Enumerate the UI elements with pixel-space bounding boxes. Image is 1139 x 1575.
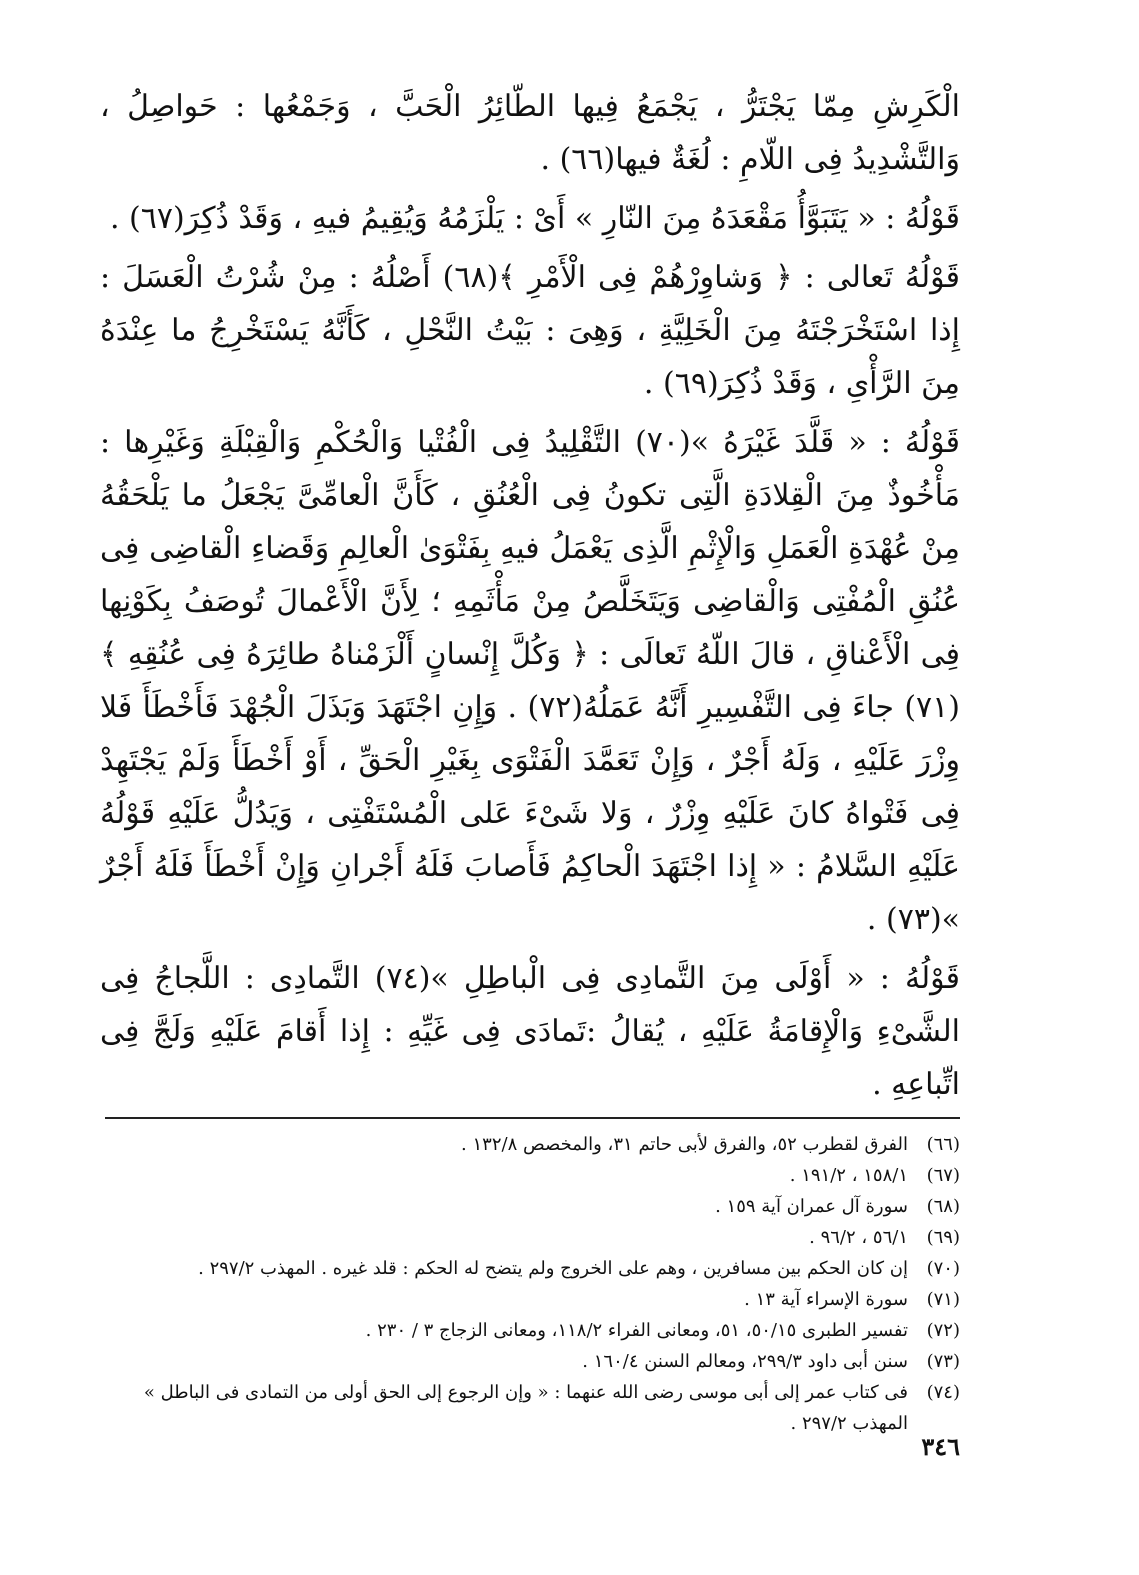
footnote-item (100, 1284, 960, 1315)
paragraph-5: قَوْلُهُ : « أَوْلَى مِنَ التَّمادِى فِى الْباطِلِ »(٧٤) التَّمادِى : اللَّجاجُ فِى الشَّىْءِ وَالْإِقامَةُ عَلَيْهِ ، يُقالُ :تَمادَى فِى غَيِّهِ : إِذا أَقامَ عَلَيْهِ وَلَجَّ فِى اتِّباعِهِ . (100, 961, 961, 1102)
footnote-item (100, 1129, 960, 1160)
footnote-number: (٧٤) (926, 1382, 960, 1403)
footnote-text: الفرق لقطرب ٥٢، والفرق لأبى حاتم ٣١، والمخصص ١٣٢/٨ . (461, 1134, 908, 1155)
footnote-text: ١٥٨/١ ، ١٩١/٢ . (789, 1165, 908, 1186)
footnote-number: (٧١) (926, 1289, 960, 1310)
footnote-number: (٧٣) (926, 1351, 960, 1372)
footnote-item (100, 1315, 960, 1346)
footnote-divider (105, 1117, 960, 1119)
footnote-number: (٧٢) (926, 1320, 960, 1341)
footnote-number: (٦٩) (926, 1227, 960, 1248)
footnotes (100, 1129, 960, 1439)
footnote-text: ٥٦/١ ، ٩٦/٢ . (809, 1227, 908, 1248)
footnote-number: (٦٨) (926, 1196, 960, 1217)
footnote-text: فى كتاب عمر إلى أبى موسى رضى الله عنهما : « وإن الرجوع إلى الحق أولى من التمادى فى الباطل » المهذب ٢٩٧/٢ . (143, 1382, 908, 1434)
page-body (100, 80, 960, 1439)
footnote-item (100, 1222, 960, 1253)
footnote-text: سورة الإسراء آية ١٣ . (744, 1289, 908, 1310)
footnote-number: (٧٠) (926, 1258, 960, 1279)
footnote-item (100, 1377, 960, 1439)
page-number: ٣٤٦ (921, 1432, 960, 1461)
footnote-item (100, 1191, 960, 1222)
footnote-item (100, 1160, 960, 1191)
footnote-item (100, 1253, 960, 1284)
footnote-text: تفسير الطبرى ٥٠/١٥، ٥١، ومعانى الفراء ١١٨/٢، ومعانى الزجاج ٣ / ٢٣٠ . (365, 1320, 908, 1341)
footnote-number: (٦٦) (926, 1134, 960, 1155)
footnote-text: سنن أبى داود ٢٩٩/٣، ومعالم السنن ١٦٠/٤ . (582, 1351, 908, 1372)
paragraph-2: قَوْلُهُ : « يَتَبَوَّأُ مَقْعَدَهُ مِنَ النّارِ » أَىْ : يَلْزَمُهُ وَيُقِيمُ فيهِ ، وَقَدْ ذُكِرَ(٦٧) . (109, 201, 960, 236)
footnote-text: إن كان الحكم بين مسافرين ، وهم على الخروج ولم يتضح له الحكم : قلد غيره . المهذب ٢٩٧/٢ . (198, 1258, 908, 1279)
paragraph-4: قَوْلُهُ : « قَلَّدَ غَيْرَهُ »(٧٠) التَّقْلِيدُ فِى الْفُتْيا وَالْحُكْمِ وَالْقِبْلَةِ وَغَيْرِها : مَأْخُوذٌ مِنَ الْقِلادَةِ الَّتِى تكونُ فِى الْعُنُقِ ، كَأَنَّ الْعامِّىَّ يَجْعَلُ ما يَلْحَقُهُ مِنْ عُهْدَةِ الْعَمَلِ وَالْإِثْمِ الَّذِى يَعْمَلُ فيهِ بِفَتْوَىٰ الْعالِمِ وَقَضاءِ الْقاضِى فِى عُنُقِ الْمُفْتِى وَالْقاضِى وَيَتَخَلَّصُ مِنْ مَأْثَمِهِ ؛ لِأَنَّ الْأَعْمالَ تُوصَفُ بِكَوْنِها فِى الْأَعْناقِ ، قالَ اللّهُ تَعالَى : ﴿ وَكُلَّ إِنْسانٍ أَلْزَمْناهُ طائِرَهُ فِى عُنُقِهِ ﴾(٧١) جاءَ فِى التَّفْسِيرِ أَنَّهُ عَمَلُهُ(٧٢) . وَإِنِ اجْتَهَدَ وَبَذَلَ الْجُهْدَ فَأَخْطَأَ فَلا وِزْرَ عَلَيْهِ ، وَلَهُ أَجْرٌ ، وَإِنْ تَعَمَّدَ الْفَتْوَى بِغَيْرِ الْحَقِّ ، أَوْ أَخْطَأَ وَلَمْ يَجْتَهِدْ فِى فَتْواهُ كانَ عَلَيْهِ وِزْرٌ ، وَلا شَىْءَ عَلى الْمُسْتَفْتِى ، وَيَدُلُّ عَلَيْهِ قَوْلُهُ عَلَيْهِ السَّلامُ : « إِذا اجْتَهَدَ الْحاكِمُ فَأَصابَ فَلَهُ أَجْرانِ وَإِنْ أَخْطَأَ فَلَهُ أَجْرٌ »(٧٣) . (100, 425, 960, 937)
footnote-item (100, 1346, 960, 1377)
footnote-text: سورة آل عمران آية ١٥٩ . (715, 1196, 908, 1217)
paragraph-3: قَوْلُهُ تَعالى : ﴿ وَشاوِرْهُمْ فِى الْأَمْرِ ﴾(٦٨) أَصْلُهُ : مِنْ شُرْتُ الْعَسَلَ : إِذا اسْتَخْرَجْتَهُ مِنَ الْخَلِيَّةِ ، وَهِىَ : بَيْتُ النَّحْلِ ، كَأَنَّهُ يَسْتَخْرِجُ ما عِنْدَهُ مِنَ الرَّأْىِ ، وَقَدْ ذُكِرَ(٦٩) . (100, 260, 960, 401)
footnote-number: (٦٧) (926, 1165, 960, 1186)
paragraph-1: الْكَرِشِ مِمّا يَجْتَرُّ ، يَجْمَعُ فِيها الطّائِرُ الْحَبَّ ، وَجَمْعُها : حَواصِلُ ، وَالتَّشْدِيدُ فِى اللّامِ : لُغَةٌ فيها(٦٦) . (100, 89, 960, 177)
